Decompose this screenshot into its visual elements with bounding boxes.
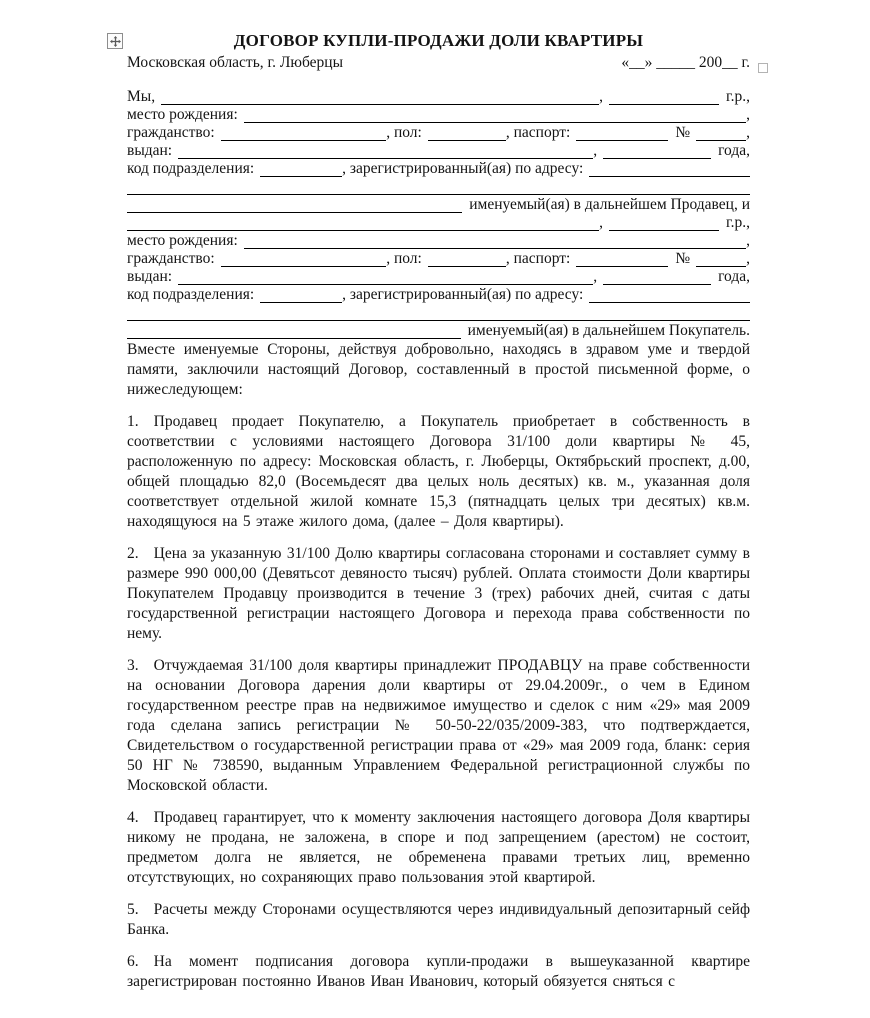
comma: , <box>746 232 750 249</box>
designation-row <box>127 322 750 340</box>
citizenship-blank[interactable] <box>221 253 387 267</box>
four-way-arrow-icon <box>110 36 121 47</box>
designation-blank[interactable] <box>127 325 461 339</box>
passport-label: , паспорт: <box>505 124 571 141</box>
buyer-party-block <box>127 214 750 340</box>
table-move-handle-icon[interactable] <box>107 33 123 49</box>
birthplace-label: место рождения: <box>127 232 238 249</box>
passport-number-blank[interactable] <box>696 253 746 267</box>
fullname-blank[interactable] <box>161 91 599 105</box>
comma: , <box>746 106 750 123</box>
comma: , <box>746 124 750 141</box>
clause-number: 5. <box>127 901 139 918</box>
birthplace-row <box>127 106 750 124</box>
comma: , <box>599 88 604 105</box>
issued-by-blank[interactable] <box>178 271 593 285</box>
contract-clause-3 <box>127 656 750 796</box>
passport-label: , паспорт: <box>505 250 571 267</box>
birth-year-blank[interactable] <box>609 217 719 231</box>
clause-text: Расчеты между Сторонами осуществляются через индивидуальный депозитарный сейф Банка. <box>127 901 750 938</box>
comma: , <box>593 268 598 285</box>
birthplace-blank[interactable] <box>244 235 746 249</box>
designation-row <box>127 196 750 214</box>
contract-clause-6 <box>127 952 750 992</box>
contract-clause-5 <box>127 900 750 940</box>
clause-number: 6. <box>127 953 139 970</box>
unit-code-label: код подразделения: <box>127 286 255 303</box>
address-continue-blank[interactable] <box>127 181 750 195</box>
sex-label: , пол: <box>386 250 422 267</box>
intro-paragraph: Вместе именуемые Стороны, действуя добровольно, находясь в здравом уме и твердой памяти, заключили настоящий Договор, составленный в простой письменной форме, о нижеследующем: <box>127 341 750 398</box>
number-sign: № <box>675 250 691 267</box>
place-text: Московская область, г. Люберцы <box>127 54 344 71</box>
seller-party-block <box>127 88 750 214</box>
comma: , <box>593 142 598 159</box>
passport-series-blank[interactable] <box>576 253 668 267</box>
clause-number: 1. <box>127 413 139 430</box>
address-continue-row <box>127 304 750 322</box>
address-continue-blank[interactable] <box>127 307 750 321</box>
citizenship-label: гражданство: <box>127 250 215 267</box>
date-blank-text: «__» _____ 200__ г. <box>621 54 750 71</box>
birth-year-suffix: г.р., <box>726 214 750 231</box>
document-title: ДОГОВОР КУПЛИ-ПРОДАЖИ ДОЛИ КВАРТИРЫ <box>233 31 644 50</box>
issued-by-blank[interactable] <box>178 145 593 159</box>
clause-number: 4. <box>127 809 139 826</box>
clause-text: Продавец гарантирует, что к моменту заключения настоящего договора Доля квартиры никому не продана, не заложена, в споре и под запрещением (арестом) не состоит, предметом долга не является, не обременена правами третьих лиц, временно отсутствующих, но сохраняющих право пользования этой квартирой. <box>127 809 750 886</box>
clause-number: 2. <box>127 545 139 562</box>
fullname-row <box>127 88 750 106</box>
comma: , <box>599 214 604 231</box>
issued-label: выдан: <box>127 268 173 285</box>
birth-year-blank[interactable] <box>609 91 719 105</box>
unit-code-row <box>127 286 750 304</box>
citizenship-row <box>127 250 750 268</box>
place-date-line <box>127 52 750 74</box>
clause-text: Цена за указанную 31/100 Долю квартиры согласована сторонами и составляет сумму в размере 990 000,00 (Девятьсот девяносто тысяч) рублей. Оплата стоимости Доли квартиры Покупателем Продавцу производится в течение 3 (трех) рабочих дней, считая с даты государственной регистрации настоящего Договора и перехода права собственности по нему. <box>127 545 750 642</box>
clause-text: Отчуждаемая 31/100 доля квартиры принадлежит ПРОДАВЦУ на праве собственности на основании Договора дарения доли квартиры от 29.04.2009г., о чем в Едином государственном реестре прав на недвижимое имущество и сделок с ним «29» мая 2009 года сделана запись регистрации № 50-50-22/035/2009-383, что подтверждается, Свидетельством о государственной регистрации права от «29» мая 2009 года, бланк: серия 50 НГ № 738590, выданным Управлением Федеральной регистрационной службы по Московской области. <box>127 657 750 794</box>
year-suffix: года, <box>718 268 750 285</box>
fullname-row <box>127 214 750 232</box>
fullname-blank[interactable] <box>127 217 599 231</box>
address-continue-row <box>127 178 750 196</box>
document-content <box>127 30 750 992</box>
unit-code-label: код подразделения: <box>127 160 255 177</box>
sex-blank[interactable] <box>428 253 506 267</box>
contract-clause-4 <box>127 808 750 888</box>
year-suffix: года, <box>718 142 750 159</box>
address-blank[interactable] <box>589 289 750 303</box>
citizenship-label: гражданство: <box>127 124 215 141</box>
citizenship-row <box>127 124 750 142</box>
sex-label: , пол: <box>386 124 422 141</box>
clause-number: 3. <box>127 657 139 674</box>
unit-code-blank[interactable] <box>260 163 342 177</box>
seller-designation: именуемый(ая) в дальнейшем Продавец, и <box>469 196 750 213</box>
issued-row <box>127 268 750 286</box>
issued-label: выдан: <box>127 142 173 159</box>
passport-number-blank[interactable] <box>696 127 746 141</box>
registered-at-label: , зарегистрированный(ая) по адресу: <box>342 286 584 303</box>
citizenship-blank[interactable] <box>221 127 387 141</box>
passport-series-blank[interactable] <box>576 127 668 141</box>
comma: , <box>746 250 750 267</box>
empty-checkbox[interactable] <box>758 63 768 73</box>
clause-text: Продавец продает Покупателю, а Покупатель приобретает в собственность в соответствии с условиями настоящего Договора 31/100 доли квартиры № 45, расположенную по адресу: Московская область, г. Люберцы, Октябрьский проспект, д.00, общей площадью 82,0 (Восемьдесят два целых ноль десятых) кв. м., указанная доля соответствует отдельной жилой комнате 15,3 (пятнадцать целых три десятых) кв.м. находящуюся на 5 этаже жилого дома, (далее – Доля квартиры). <box>127 413 750 530</box>
contract-clause-1 <box>127 412 750 532</box>
birthplace-row <box>127 232 750 250</box>
birthplace-label: место рождения: <box>127 106 238 123</box>
issue-date-blank[interactable] <box>603 271 711 285</box>
contract-clause-2 <box>127 544 750 644</box>
unit-code-blank[interactable] <box>260 289 342 303</box>
birthplace-blank[interactable] <box>244 109 746 123</box>
address-blank[interactable] <box>589 163 750 177</box>
buyer-designation: именуемый(ая) в дальнейшем Покупатель. <box>467 322 750 339</box>
issue-date-blank[interactable] <box>603 145 711 159</box>
registered-at-label: , зарегистрированный(ая) по адресу: <box>342 160 584 177</box>
number-sign: № <box>675 124 691 141</box>
clause-text: На момент подписания договора купли-продажи в вышеуказанной квартире зарегистрирован постоянно Иванов Иван Иванович, который обязуется сняться с <box>127 953 750 990</box>
designation-blank[interactable] <box>127 199 462 213</box>
issued-row <box>127 142 750 160</box>
birth-year-suffix: г.р., <box>726 88 750 105</box>
sex-blank[interactable] <box>428 127 506 141</box>
unit-code-row <box>127 160 750 178</box>
we-label: Мы, <box>127 88 156 105</box>
